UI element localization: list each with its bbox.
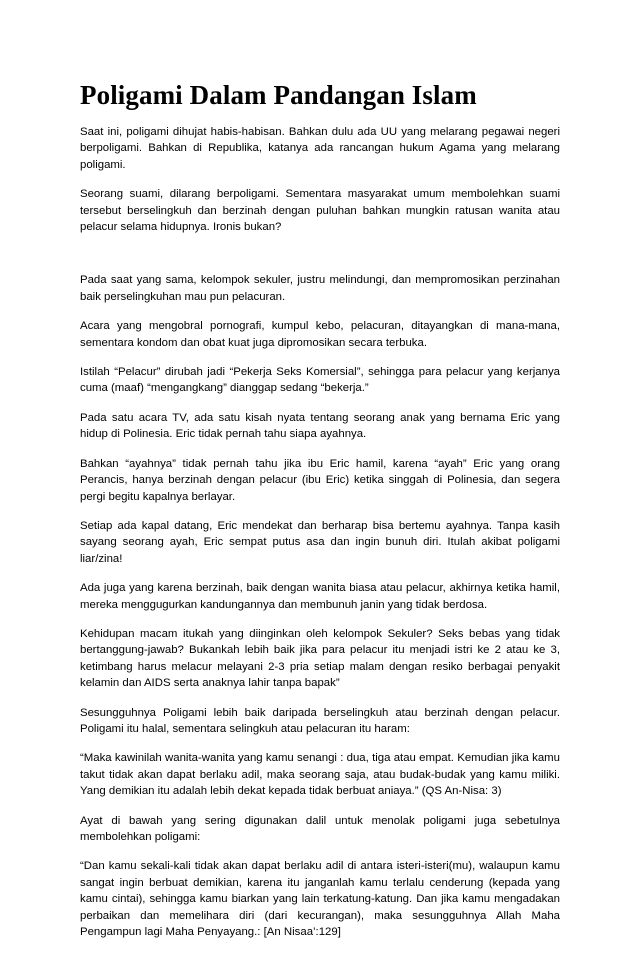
paragraph: Seorang suami, dilarang berpoligami. Sementara masyarakat umum membolehkan suami tersebut berselingkuh dan berzinah dengan puluhan bahkan mungkin ratusan wanita atau pelacur selama hidupnya. Ironis bukan? [80, 188, 560, 234]
paragraph: Acara yang mengobral pornografi, kumpul kebo, pelacuran, ditayangkan di mana-mana, sementara kondom dan obat kuat juga dipromosikan secara terbuka. [80, 320, 560, 349]
paragraph: Bahkan “ayahnya” tidak pernah tahu jika ibu Eric hamil, karena “ayah” Eric yang orang Perancis, hanya berzinah dengan pelacur (ibu Eric) ketika singgah di Polinesia, dan segera pergi begitu kapalnya berlayar. [80, 457, 560, 503]
paragraph: Sesungguhnya Poligami lebih baik daripada berselingkuh atau berzinah dengan pelacur. Poligami itu halal, sementara selingkuh atau pelacuran itu haram: [80, 706, 560, 735]
page-title: Poligami Dalam Pandangan Islam [80, 80, 477, 110]
quote-paragraph: “Maka kawinilah wanita-wanita yang kamu senangi : dua, tiga atau empat. Kemudian jika kamu takut tidak akan dapat berlaku adil, maka seorang saja, atau budak-budak yang kamu miliki. Yang demikian itu adalah lebih dekat kepada tidak berbuat aniaya.” (QS An-Nisa: 3) [80, 752, 560, 798]
paragraph: Kehidupan macam itukah yang diinginkan oleh kelompok Sekuler? Seks bebas yang tidak bertanggung-jawab? Bukankah lebih baik jika para pelacur itu menjadi istri ke 2 atau ke 3, ketimbang harus melacur melayani 2-3 pria setiap malam dengan resiko berbagai penyakit kelamin dan AIDS serta anaknya lahir tanpa bapak” [80, 627, 560, 690]
paragraph: Istilah “Pelacur” dirubah jadi “Pekerja Seks Komersial”, sehingga para pelacur yang kerjanya cuma (maaf) “mengangkang” dianggap sedang “bekerja.” [80, 366, 560, 395]
paragraph: Pada saat yang sama, kelompok sekuler, justru melindungi, dan mempromosikan perzinahan baik perselingkuhan mau pun pelacuran. [80, 274, 560, 303]
paragraph: Ayat di bawah yang sering digunakan dalil untuk menolak poligami juga sebetulnya membolehkan poligami: [80, 814, 560, 843]
quote-paragraph: “Dan kamu sekali-kali tidak akan dapat berlaku adil di antara isteri-isteri(mu), walaupun kamu sangat ingin berbuat demikian, karena itu janganlah kamu terlalu cenderung (kepada yang kamu cintai), sehingga kamu biarkan yang lain terkatung-katung. Dan jika kamu mengadakan perbaikan dan memelihara diri (dari kecurangan), maka sesungguhnya Allah Maha Pengampun lagi Maha Penyayang.: [An Nisaa’:129] [80, 860, 560, 939]
paragraph: Setiap ada kapal datang, Eric mendekat dan berharap bisa bertemu ayahnya. Tanpa kasih sayang seorang ayah, Eric sempat putus asa dan ingin bunuh diri. Itulah akibat poligami liar/zina! [80, 519, 560, 565]
paragraph: Pada satu acara TV, ada satu kisah nyata tentang seorang anak yang bernama Eric yang hidup di Polinesia. Eric tidak pernah tahu siapa ayahnya. [80, 411, 560, 441]
document-page [80, 78, 560, 953]
paragraph: Saat ini, poligami dihujat habis-habisan. Bahkan dulu ada UU yang melarang pegawai negeri berpoligami. Bahkan di Republika, katanya ada rancangan hukum Agama yang melarang poligami. [80, 126, 560, 171]
paragraph: Ada juga yang karena berzinah, baik dengan wanita biasa atau pelacur, akhirnya ketika hamil, mereka menggugurkan kandungannya dan membunuh janin yang tidak berdosa. [80, 582, 560, 611]
